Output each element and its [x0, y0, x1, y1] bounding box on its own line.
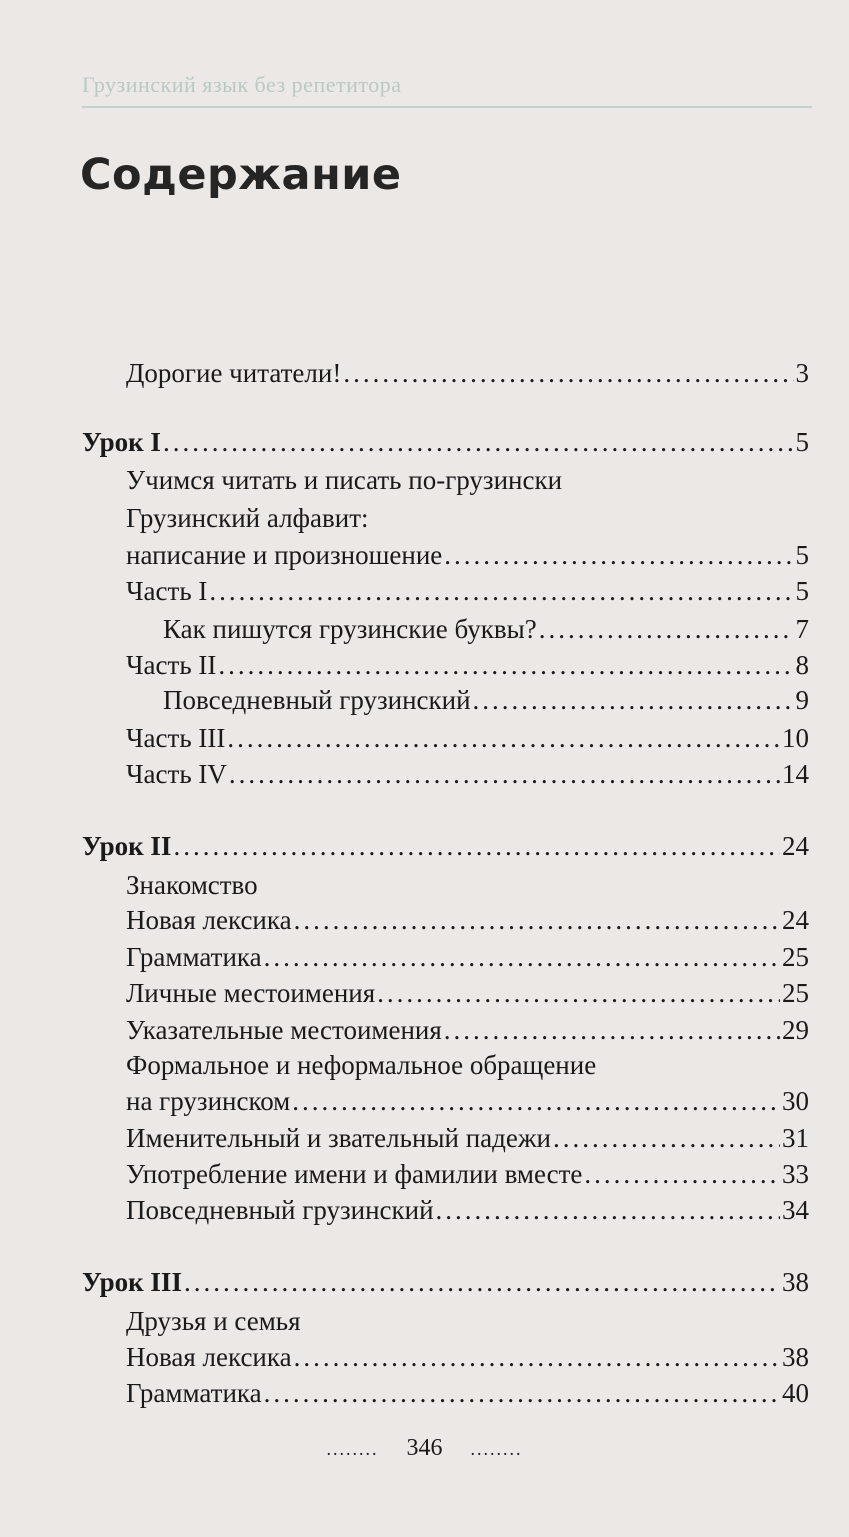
toc-page-number: 5: [795, 576, 809, 606]
toc-page-number: 8: [795, 650, 809, 680]
toc-entry-grammar-3[interactable]: [126, 1376, 809, 1410]
dot-leader: [173, 829, 780, 863]
toc-page-number: 3: [795, 358, 809, 388]
toc-lesson-3-title: Друзья и семья: [126, 1306, 301, 1336]
dot-leader: [264, 1376, 780, 1410]
toc-entry-label: Часть II: [126, 650, 217, 680]
toc-page-number: 5: [795, 540, 809, 570]
toc-entry-label: Личные местоимения: [126, 978, 376, 1008]
toc-page-number: 33: [782, 1159, 809, 1189]
toc-entry-part-1[interactable]: [126, 574, 809, 608]
dot-leader: [264, 940, 780, 974]
dot-leader: [184, 1265, 780, 1299]
toc-entry-label: Новая лексика: [126, 905, 292, 935]
dot-leader: [229, 757, 780, 791]
toc-entry-demonstrative-pronouns[interactable]: [126, 1013, 809, 1047]
page-footer: [0, 1435, 849, 1462]
toc-entry-new-vocab-3[interactable]: [126, 1340, 809, 1374]
toc-entry-label: Указательные местоимения: [126, 1015, 442, 1045]
toc-entry-grammar[interactable]: [126, 940, 809, 974]
toc-entry-part-4[interactable]: [126, 757, 809, 791]
toc-page-number: 9: [795, 685, 809, 715]
toc-entry-label: Повседневный грузинский: [163, 685, 471, 715]
toc-entry-label: Часть IV: [126, 759, 227, 789]
toc-entry-label: Грамматика: [126, 1378, 262, 1408]
dot-leader: [163, 425, 794, 459]
dot-leader: [444, 1013, 780, 1047]
dot-leader: [294, 1340, 780, 1374]
toc-entry-formal-address[interactable]: [126, 1084, 809, 1118]
dot-leader: [377, 976, 780, 1010]
toc-entry-label: Новая лексика: [126, 1342, 292, 1372]
toc-entry-how-letters[interactable]: [163, 612, 809, 646]
toc-entry-readers[interactable]: [126, 356, 809, 390]
toc-entry-label: Часть I: [126, 576, 208, 606]
toc-lesson-2[interactable]: [82, 829, 809, 863]
toc-lesson-2-title: Знакомство: [126, 870, 258, 900]
toc-page-number: 5: [795, 427, 809, 457]
dot-leader: [294, 903, 780, 937]
page-number: 346: [406, 1435, 443, 1461]
toc-page-number: 10: [782, 723, 809, 753]
toc-entry-names[interactable]: [126, 1157, 809, 1191]
toc-page-number: 38: [782, 1342, 809, 1372]
toc-page-number: 31: [782, 1123, 809, 1153]
toc-page-number: 38: [782, 1267, 809, 1297]
toc-lesson-label: Урок III: [82, 1267, 182, 1297]
toc-entry-formal-line1: Формальное и неформальное обращение: [126, 1050, 597, 1080]
toc-entry-part-2[interactable]: [126, 648, 809, 682]
toc-entry-daily-georgian[interactable]: [163, 683, 809, 717]
toc-lesson-3[interactable]: [82, 1265, 809, 1299]
dot-leader: [209, 574, 793, 608]
dot-leader: [227, 721, 780, 755]
toc-entry-label: Как пишутся грузинские буквы?: [163, 614, 537, 644]
toc-page-number: 25: [782, 942, 809, 972]
toc-page-number: 34: [782, 1195, 809, 1225]
toc-page-number: 24: [782, 831, 809, 861]
running-header: Грузинский язык без репетитора: [82, 72, 402, 97]
dot-leader: [343, 356, 793, 390]
dot-leader: [436, 1193, 780, 1227]
dot-leader: [584, 1157, 780, 1191]
footer-dots-right: ........: [470, 1439, 523, 1459]
toc-entry-new-vocab[interactable]: [126, 903, 809, 937]
dot-leader: [444, 538, 793, 572]
toc-lesson-1[interactable]: [82, 425, 809, 459]
toc-entry-label: Повседневный грузинский: [126, 1195, 434, 1225]
toc-page-number: 40: [782, 1378, 809, 1408]
toc-entry-label: Именительный и звательный падежи: [126, 1123, 551, 1153]
toc-entry-label: Дорогие читатели!: [126, 358, 342, 388]
toc-entry-label: Употребление имени и фамилии вместе: [126, 1159, 583, 1189]
toc-page-number: 25: [782, 978, 809, 1008]
dot-leader: [473, 683, 794, 717]
toc-entry-personal-pronouns[interactable]: [126, 976, 809, 1010]
header-divider: [82, 106, 812, 108]
toc-entry-label: на грузинском: [126, 1086, 291, 1116]
toc-lesson-label: Урок I: [82, 427, 161, 457]
dot-leader: [539, 612, 794, 646]
toc-entry-label: написание и произношение: [126, 540, 443, 570]
page-title: Содержание: [80, 150, 402, 200]
toc-page-number: 29: [782, 1015, 809, 1045]
toc-entry-alphabet-line1: Грузинский алфавит:: [126, 503, 369, 533]
toc-page-number: 7: [795, 614, 809, 644]
toc-page-number: 14: [782, 759, 809, 789]
toc-entry-label: Грамматика: [126, 942, 262, 972]
toc-entry-daily-georgian-2[interactable]: [126, 1193, 809, 1227]
toc-page-number: 30: [782, 1086, 809, 1116]
toc-entry-cases[interactable]: [126, 1121, 809, 1155]
dot-leader: [218, 648, 793, 682]
toc-lesson-label: Урок II: [82, 831, 172, 861]
footer-dots-left: ........: [326, 1439, 379, 1459]
toc-entry-alphabet[interactable]: [126, 538, 809, 572]
toc-entry-label: Часть III: [126, 723, 226, 753]
dot-leader: [553, 1121, 780, 1155]
dot-leader: [292, 1084, 780, 1118]
toc-entry-part-3[interactable]: [126, 721, 809, 755]
toc-page-number: 24: [782, 905, 809, 935]
toc-lesson-1-title: Учимся читать и писать по-грузински: [126, 465, 563, 495]
